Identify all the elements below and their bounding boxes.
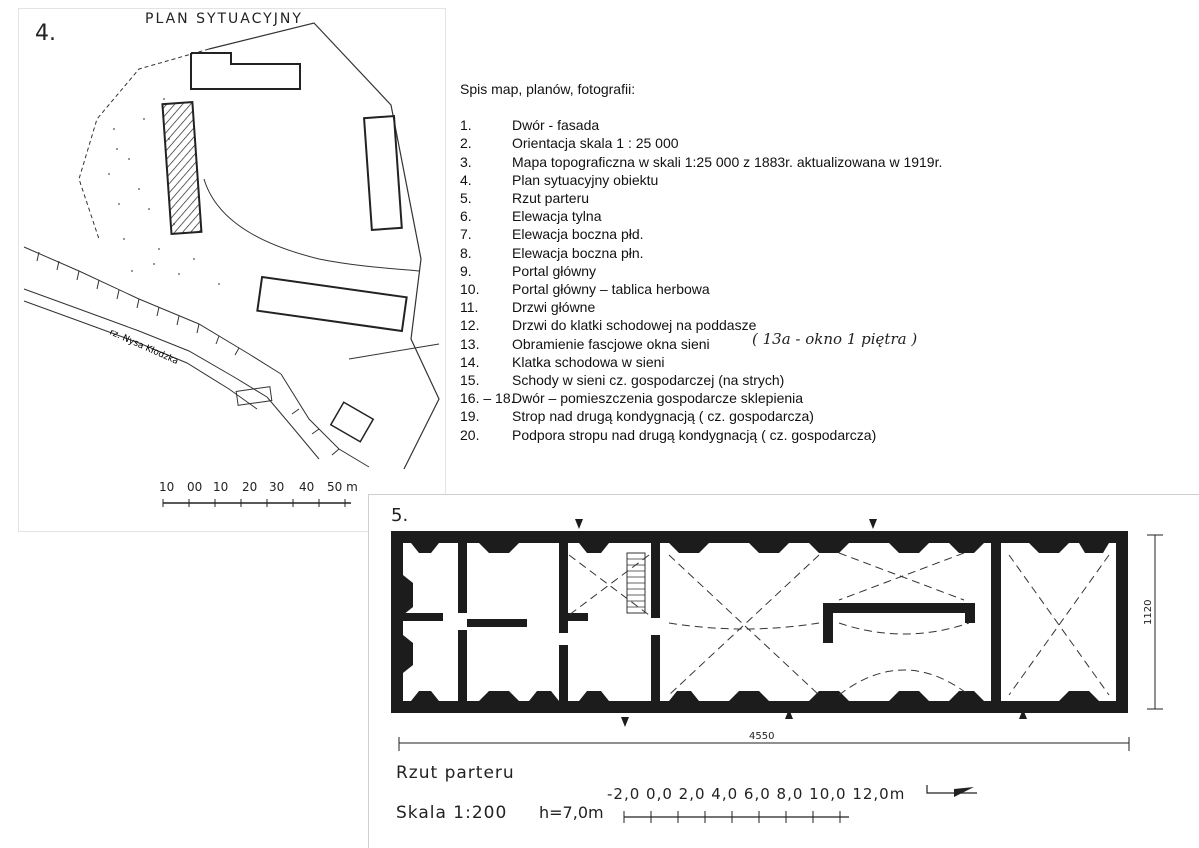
list-item	[460, 207, 942, 225]
floor-plan-scale-ticks: -2,0 0,0 2,0 4,0 6,0 8,0 10,0 12,0m	[607, 785, 906, 803]
list-item-number: 9.	[460, 262, 472, 279]
list-item	[460, 153, 942, 171]
list-item-text: Portal główny – tablica herbowa	[512, 281, 710, 298]
list-item	[460, 244, 942, 262]
site-scale-label: 30	[269, 480, 285, 494]
list-item-number: 12.	[460, 317, 480, 334]
site-scale-label: 40	[299, 480, 315, 494]
list-item	[460, 171, 942, 189]
list-item	[460, 371, 942, 389]
north-building	[191, 53, 300, 89]
list-item-text: Mapa topograficzna w skali 1:25 000 z 1883r. aktualizowana w 1919r.	[512, 153, 943, 170]
list-item	[460, 225, 942, 243]
floor-plan-sheet	[368, 494, 1199, 848]
list-item-text: Rzut parteru	[512, 190, 590, 207]
list-item	[460, 353, 942, 371]
list-item-number: 14.	[460, 353, 480, 370]
list-item-text: Orientacja skala 1 : 25 000	[512, 135, 679, 152]
list-item-text: Podpora stropu nad drugą kondygnacją ( cz. gospodarcza)	[512, 426, 877, 443]
list-item-number: 1.	[460, 117, 472, 134]
list-item	[460, 407, 942, 425]
site-scale-label: 20	[242, 480, 258, 494]
list-item-text: Schody w sieni cz. gospodarczej (na strych)	[512, 372, 785, 389]
list-item-text: Obramienie fascjowe okna sieni	[512, 335, 710, 352]
list-item	[460, 262, 942, 280]
road-east	[349, 344, 439, 359]
list-item-number: 19.	[460, 408, 480, 425]
list-item-number: 20.	[460, 426, 480, 443]
length-dimension: 4550	[749, 731, 775, 742]
list-item	[460, 116, 942, 134]
list-item-text: Elewacja boczna płd.	[512, 226, 644, 243]
list-item-text: Drzwi główne	[512, 299, 596, 316]
list-item-number: 3.	[460, 153, 472, 170]
list-item	[460, 134, 942, 152]
list-item-text: Strop nad drugą kondygnacją ( cz. gospodarcza)	[512, 408, 814, 425]
list-item-number: 8.	[460, 244, 472, 261]
width-dimension: 1120	[1143, 599, 1154, 625]
list-item-text: Elewacja tylna	[512, 208, 602, 225]
list-item-number: 5.	[460, 190, 472, 207]
site-scale-label: 10	[159, 480, 175, 494]
list-item-number: 10.	[460, 281, 480, 298]
list-item-number: 2.	[460, 135, 472, 152]
document-list	[460, 80, 942, 444]
interior-walls	[403, 543, 1001, 701]
list-item	[460, 298, 942, 316]
floor-plan-caption: Rzut parteru	[396, 763, 515, 783]
handwritten-note: ( 13a - okno 1 piętra )	[752, 330, 918, 348]
river-label: rz. Nysa Kłodzka	[107, 327, 180, 367]
small-building	[331, 402, 373, 442]
list-item-number: 16. – 18.	[460, 390, 515, 407]
floor-plan-scale-label: Skala 1:200	[396, 803, 508, 823]
site-scale-label: 00	[187, 480, 203, 494]
list-item-number: 11.	[460, 299, 479, 316]
list-item-number: 4.	[460, 171, 472, 188]
list-item-text: Portal główny	[512, 262, 597, 279]
list-item	[460, 280, 942, 298]
list-item-number: 15.	[460, 372, 480, 389]
east-building	[364, 116, 402, 230]
list-items	[460, 116, 942, 444]
list-item-text: Dwór – pomieszczenia gospodarcze sklepienia	[512, 390, 804, 407]
list-item-text: Dwór - fasada	[512, 117, 600, 134]
list-heading: Spis map, planów, fotografii:	[460, 81, 636, 97]
internal-path	[204, 179, 419, 271]
list-item-text: Plan sytuacyjny obiektu	[512, 171, 659, 188]
list-item	[460, 189, 942, 207]
site-plan-title: PLAN SYTUACYJNY	[145, 11, 303, 27]
list-item-number: 7.	[460, 226, 472, 243]
list-item	[460, 389, 942, 407]
list-item-number: 6.	[460, 208, 472, 225]
site-plan-sheet	[18, 8, 446, 532]
river-nysa	[24, 247, 369, 467]
site-plan-drawing	[19, 9, 445, 531]
list-item-text: Drzwi do klatki schodowej na poddasze	[512, 317, 757, 334]
manor-building	[162, 102, 201, 234]
list-item	[460, 426, 942, 444]
south-barn	[257, 277, 406, 331]
list-item-number: 13.	[460, 335, 480, 352]
vault-lines	[569, 553, 1109, 695]
list-item-text: Elewacja boczna płn.	[512, 244, 644, 261]
site-scale-label: 50 m	[327, 480, 358, 494]
site-plan-number: 4.	[35, 21, 56, 46]
floor-plan-height-label: h=7,0m	[539, 803, 604, 822]
floor-plan-number: 5.	[391, 505, 409, 526]
list-item-text: Klatka schodowa w sieni	[512, 353, 665, 370]
site-scale-label: 10	[213, 480, 229, 494]
